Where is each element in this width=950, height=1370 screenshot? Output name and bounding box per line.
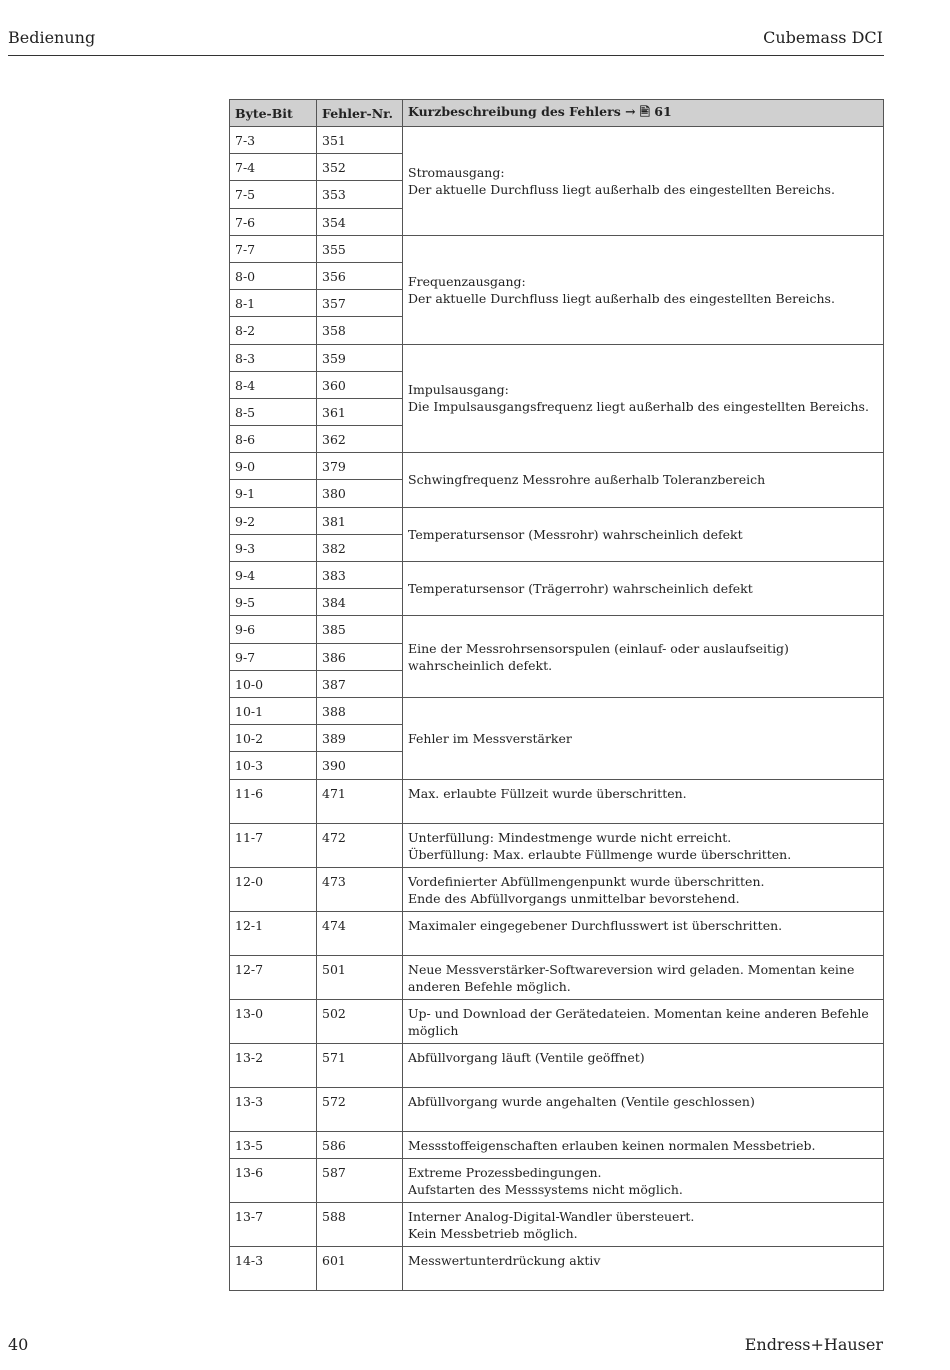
byte-bit-cell: 9-2 xyxy=(230,507,317,534)
byte-bit-cell: 9-1 xyxy=(230,480,317,507)
byte-bit-cell: 10-0 xyxy=(230,670,317,697)
column-header-byte-bit: Byte-Bit xyxy=(230,100,317,127)
description-cell xyxy=(403,1246,884,1290)
header-product-name: Cubemass DCI xyxy=(763,28,883,47)
table-row xyxy=(230,344,884,371)
byte-bit-cell: 13-3 xyxy=(230,1087,317,1131)
byte-bit-cell: 8-5 xyxy=(230,398,317,425)
byte-bit-cell: 8-4 xyxy=(230,371,317,398)
description-cell xyxy=(403,779,884,823)
error-number-cell: 362 xyxy=(317,426,403,453)
description-line: Schwingfrequenz Messrohre außerhalb Toleranzbereich xyxy=(408,472,766,488)
table-row xyxy=(230,779,884,823)
description-line: Interner Analog-Digital-Wandler übersteuert. xyxy=(408,1208,695,1224)
header-section-title: Bedienung xyxy=(8,28,96,47)
description-cell xyxy=(403,911,884,955)
description-cell xyxy=(403,616,884,698)
error-code-table xyxy=(229,99,884,1291)
byte-bit-cell: 9-3 xyxy=(230,534,317,561)
description-line: Kein Messbetrieb möglich. xyxy=(408,1225,578,1241)
byte-bit-cell: 8-2 xyxy=(230,317,317,344)
description-line: Messstoffeigenschaften erlauben keinen normalen Messbetrieb. xyxy=(408,1137,816,1153)
table-row xyxy=(230,697,884,724)
byte-bit-cell: 10-2 xyxy=(230,725,317,752)
description-line: Die Impulsausgangsfrequenz liegt außerhalb des eingestellten Bereichs. xyxy=(408,399,869,415)
header-divider xyxy=(8,55,884,56)
error-number-cell: 390 xyxy=(317,752,403,779)
table-row xyxy=(230,867,884,911)
error-number-cell: 359 xyxy=(317,344,403,371)
error-number-cell: 351 xyxy=(317,127,403,154)
error-number-cell: 588 xyxy=(317,1202,403,1246)
table-row xyxy=(230,999,884,1043)
table-header-row xyxy=(230,100,884,127)
description-line: Frequenzausgang: xyxy=(408,273,526,289)
description-line: Vordefinierter Abfüllmengenpunkt wurde überschritten. xyxy=(408,873,765,889)
description-line: Max. erlaubte Füllzeit wurde überschritten. xyxy=(408,785,687,801)
description-line: Der aktuelle Durchfluss liegt außerhalb des eingestellten Bereichs. xyxy=(408,290,835,306)
error-number-cell: 601 xyxy=(317,1246,403,1290)
error-number-cell: 355 xyxy=(317,235,403,262)
byte-bit-cell: 8-0 xyxy=(230,262,317,289)
description-line: Temperatursensor (Messrohr) wahrscheinlich defekt xyxy=(408,526,743,542)
error-number-cell: 471 xyxy=(317,779,403,823)
error-number-cell: 502 xyxy=(317,999,403,1043)
description-cell xyxy=(403,344,884,453)
description-cell xyxy=(403,1131,884,1158)
error-number-cell: 571 xyxy=(317,1043,403,1087)
byte-bit-cell: 7-3 xyxy=(230,127,317,154)
description-line: Abfüllvorgang läuft (Ventile geöffnet) xyxy=(408,1049,645,1065)
column-header-description: Kurzbeschreibung des Fehlers → 🖹 61 xyxy=(403,100,884,127)
table-row xyxy=(230,1246,884,1290)
byte-bit-cell: 7-5 xyxy=(230,181,317,208)
byte-bit-cell: 13-5 xyxy=(230,1131,317,1158)
table-row xyxy=(230,1043,884,1087)
description-line: Maximaler eingegebener Durchflusswert ist überschritten. xyxy=(408,917,783,933)
byte-bit-cell: 9-5 xyxy=(230,589,317,616)
table-row xyxy=(230,1202,884,1246)
description-cell xyxy=(403,1202,884,1246)
table-row xyxy=(230,1131,884,1158)
error-number-cell: 353 xyxy=(317,181,403,208)
byte-bit-cell: 8-6 xyxy=(230,426,317,453)
error-number-cell: 572 xyxy=(317,1087,403,1131)
description-cell xyxy=(403,823,884,867)
error-number-cell: 354 xyxy=(317,208,403,235)
table-row xyxy=(230,562,884,589)
description-line: Eine der Messrohrsensorspulen (einlauf- oder auslaufseitig) wahrscheinlich defekt. xyxy=(408,640,789,673)
error-number-cell: 381 xyxy=(317,507,403,534)
byte-bit-cell: 13-6 xyxy=(230,1158,317,1202)
error-number-cell: 380 xyxy=(317,480,403,507)
error-number-cell: 501 xyxy=(317,955,403,999)
byte-bit-cell: 12-1 xyxy=(230,911,317,955)
description-line: Abfüllvorgang wurde angehalten (Ventile geschlossen) xyxy=(408,1093,755,1109)
byte-bit-cell: 8-3 xyxy=(230,344,317,371)
error-number-cell: 586 xyxy=(317,1131,403,1158)
byte-bit-cell: 7-4 xyxy=(230,154,317,181)
description-line: Überfüllung: Max. erlaubte Füllmenge wurde überschritten. xyxy=(408,846,792,862)
error-number-cell: 382 xyxy=(317,534,403,561)
description-cell xyxy=(403,867,884,911)
byte-bit-cell: 12-0 xyxy=(230,867,317,911)
description-line: Der aktuelle Durchfluss liegt außerhalb des eingestellten Bereichs. xyxy=(408,181,835,197)
footer-brand: Endress+Hauser xyxy=(744,1335,883,1354)
error-number-cell: 357 xyxy=(317,290,403,317)
byte-bit-cell: 9-6 xyxy=(230,616,317,643)
byte-bit-cell: 10-1 xyxy=(230,697,317,724)
error-number-cell: 587 xyxy=(317,1158,403,1202)
description-line: Aufstarten des Messsystems nicht möglich. xyxy=(408,1181,683,1197)
error-number-cell: 356 xyxy=(317,262,403,289)
byte-bit-cell: 11-6 xyxy=(230,779,317,823)
description-line: Ende des Abfüllvorgangs unmittelbar bevorstehend. xyxy=(408,890,740,906)
error-number-cell: 379 xyxy=(317,453,403,480)
description-line: Messwertunterdrückung aktiv xyxy=(408,1252,601,1268)
error-number-cell: 474 xyxy=(317,911,403,955)
error-number-cell: 385 xyxy=(317,616,403,643)
table-row xyxy=(230,453,884,480)
description-line: Impulsausgang: xyxy=(408,382,509,398)
description-line: Fehler im Messverstärker xyxy=(408,730,572,746)
description-cell xyxy=(403,235,884,344)
description-cell xyxy=(403,562,884,616)
error-number-cell: 383 xyxy=(317,562,403,589)
table-row xyxy=(230,507,884,534)
table-row xyxy=(230,616,884,643)
error-number-cell: 384 xyxy=(317,589,403,616)
description-cell xyxy=(403,453,884,507)
description-cell xyxy=(403,507,884,561)
page-number: 40 xyxy=(8,1335,29,1354)
description-cell xyxy=(403,697,884,779)
error-number-cell: 386 xyxy=(317,643,403,670)
description-line: Neue Messverstärker-Softwareversion wird geladen. Momentan keine anderen Befehle möglich. xyxy=(408,961,855,994)
byte-bit-cell: 9-7 xyxy=(230,643,317,670)
table-row xyxy=(230,127,884,154)
description-cell xyxy=(403,999,884,1043)
error-number-cell: 387 xyxy=(317,670,403,697)
table-row xyxy=(230,955,884,999)
error-number-cell: 358 xyxy=(317,317,403,344)
table-row xyxy=(230,911,884,955)
description-cell xyxy=(403,1043,884,1087)
error-number-cell: 389 xyxy=(317,725,403,752)
table-row xyxy=(230,1158,884,1202)
description-cell xyxy=(403,1158,884,1202)
table-row xyxy=(230,235,884,262)
description-cell xyxy=(403,127,884,236)
description-line: Temperatursensor (Trägerrohr) wahrscheinlich defekt xyxy=(408,581,753,597)
table-row xyxy=(230,1087,884,1131)
byte-bit-cell: 12-7 xyxy=(230,955,317,999)
table-row xyxy=(230,823,884,867)
description-line: Up- und Download der Gerätedateien. Momentan keine anderen Befehle möglich xyxy=(408,1005,869,1038)
byte-bit-cell: 10-3 xyxy=(230,752,317,779)
error-number-cell: 360 xyxy=(317,371,403,398)
error-number-cell: 472 xyxy=(317,823,403,867)
byte-bit-cell: 13-0 xyxy=(230,999,317,1043)
description-line: Unterfüllung: Mindestmenge wurde nicht erreicht. xyxy=(408,829,732,845)
column-header-error-number: Fehler-Nr. xyxy=(317,100,403,127)
error-number-cell: 361 xyxy=(317,398,403,425)
error-number-cell: 388 xyxy=(317,697,403,724)
byte-bit-cell: 8-1 xyxy=(230,290,317,317)
byte-bit-cell: 7-7 xyxy=(230,235,317,262)
description-line: Extreme Prozessbedingungen. xyxy=(408,1164,602,1180)
description-line: Stromausgang: xyxy=(408,164,505,180)
description-cell xyxy=(403,955,884,999)
byte-bit-cell: 7-6 xyxy=(230,208,317,235)
byte-bit-cell: 11-7 xyxy=(230,823,317,867)
error-number-cell: 352 xyxy=(317,154,403,181)
byte-bit-cell: 9-0 xyxy=(230,453,317,480)
byte-bit-cell: 13-7 xyxy=(230,1202,317,1246)
byte-bit-cell: 9-4 xyxy=(230,562,317,589)
error-number-cell: 473 xyxy=(317,867,403,911)
byte-bit-cell: 14-3 xyxy=(230,1246,317,1290)
byte-bit-cell: 13-2 xyxy=(230,1043,317,1087)
description-cell xyxy=(403,1087,884,1131)
